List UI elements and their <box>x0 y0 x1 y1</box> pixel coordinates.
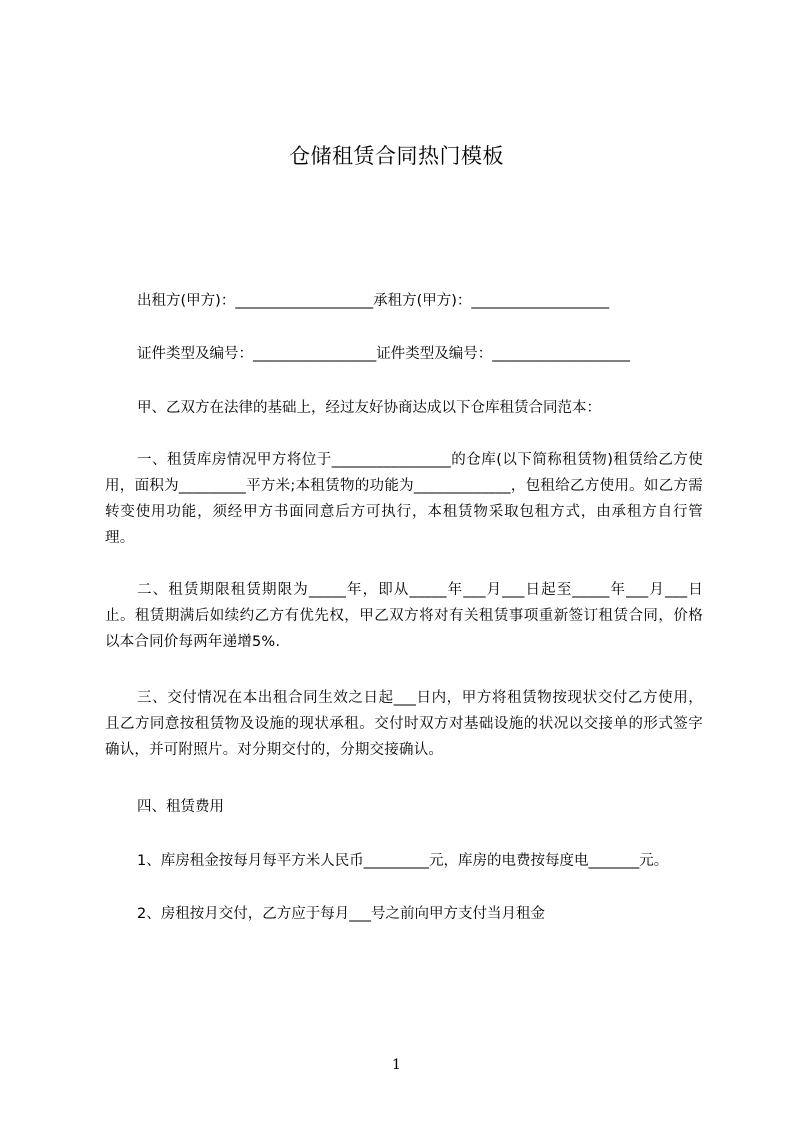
section-fees-heading: 四、租赁费用 <box>137 799 224 815</box>
section-delivery: 三、交付情况在本出租合同生效之日起___日内，甲方将租赁物按现状交付乙方使用，且乙方同意按租赁物及设施的现状承租。交付时双方对基础设施的状况以交接单的形式签字确认，并可附照片。对分期交付的，分期交接确认。 <box>105 690 703 758</box>
fees-item-1: 1、库房租金按每月每平方米人民币_________元，库房的电费按每度电_______元。 <box>137 853 669 869</box>
id-types-line: 证件类型及编号：_________________证件类型及编号：___________________ <box>137 346 630 362</box>
lessor-lessee-line: 出租方(甲方)：___________________承租方(甲方)：___________________ <box>137 293 610 309</box>
page-number: 1 <box>392 1057 401 1073</box>
section-premises: 一、租赁库房情况甲方将位于________________的仓库(以下简称租赁物)租赁给乙方使用，面积为_________平方米;本租赁物的功能为_____________，包租给乙方使用。如乙方需转变使用功能，须经甲方书面同意后方可执行，本租赁物采取包租方式，由承租方自行管理。 <box>105 452 703 546</box>
preamble-line: 甲、乙双方在法律的基础上，经过友好协商达成以下仓库租赁合同范本： <box>137 400 601 416</box>
fees-item-2: 2、房租按月交付，乙方应于每月___号之前向甲方支付当月租金 <box>137 906 545 922</box>
document-title: 仓储租赁合同热门模板 <box>289 144 504 168</box>
section-term: 二、租赁期限租赁期限为_____年，即从_____年___月___日起至_____年___月___日止。租赁期满后如续约乙方有优先权，甲乙双方将对有关租赁事项重新签订租赁合同，价格以本合同价每两年递增5%. <box>105 582 703 650</box>
